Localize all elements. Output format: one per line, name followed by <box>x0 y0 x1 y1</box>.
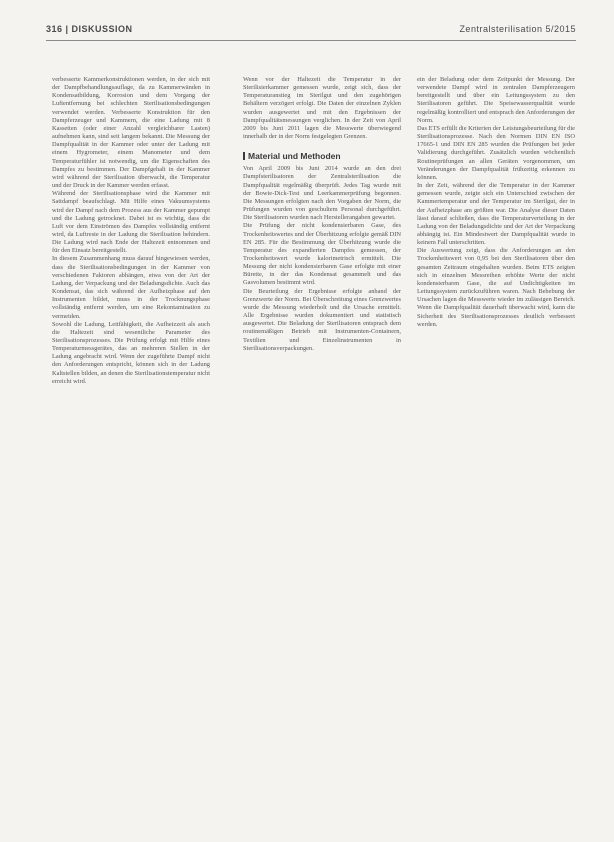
running-header <box>46 24 576 38</box>
text-column-2 <box>243 76 401 818</box>
page-number-section: 316 | DISKUSSION <box>46 24 133 34</box>
journal-issue: Zentralsterilisation 5/2015 <box>459 24 576 34</box>
paragraph: In diesem Zusammenhang muss darauf hingewiesen werden, dass die Sterilisationsbedingungen in der Kammer von verschiedenen Faktoren abhängen, etwa von der Art der Ladung, der Verpackung und der Beladungsdichte. Auch das Kondensat, das sich während der Aufheizphase auf den Instrumenten bildet, muss in der Trocknungsphase vollständig entfernt werden, um eine Rekontamination zu vermeiden. <box>52 255 210 320</box>
header-rule <box>46 40 576 41</box>
paragraph: verbesserte Kammerkonstruktionen werden, in der sich mit der Dampfbehandlungsauflage, da zu Kammerwänden in Kondensatbildung, Korrosion und dem Vorgang der Luftentfernung bei schlechten Sterilisationsbedingungen verwendet werden. Verbesserte Konstruktion für den Dampferzeuger und Kammern, die eine Ladung mit 8 Kassetten (oder einer Anzahl vergleichbarer Lasten) aufnehmen kann, sind seit langem bekannt. Die Messung der Dampfqualität in der Kammer oder unter der Ladung mit einem Hygrometer, einem Manometer und dem Temperaturfühler ist notwendig, um die Eigenschaften des Dampfes zu bestimmen. Der Dampfgehalt in der Kammer wird während der Sterilisation überwacht, die Temperatur und der Druck in der Kammer werden erfasst. <box>52 76 210 190</box>
section-heading-text: Material und Methoden <box>248 151 341 162</box>
section-marker <box>243 152 245 160</box>
text-column-1 <box>52 76 210 818</box>
paragraph: Während der Sterilisationsphase wird die Kammer mit Sattdampf beaufschlagt. Mit Hilfe eines Vakuumsystems wird der Dampf nach dem Prozess aus der Kammer gepumpt und die Ladung getrocknet. Dabei ist es wichtig, dass die Luft vor dem Einströmen des Dampfes vollständig entfernt wird, da Luftreste in der Ladung die Sterilisation behindern. Die Ladung wird nach Ende der Haltezeit entnommen und für den Einsatz bereitgestellt. <box>52 190 210 255</box>
paragraph: Wenn vor der Haltezeit die Temperatur in der Sterilisierkammer gemessen wurde, zeigt sich, dass der Temperaturanstieg im Sterilgut und den zugehörigen Behältern verzögert erfolgt. Die Daten der einzelnen Zyklen wurden ausgewertet und mit den Ergebnissen der Dampfqualitätsmessungen verglichen. In der Zeit von April 2009 bis Juni 2011 lagen die Messwerte überwiegend innerhalb der in der Norm festgelegten Grenzen. <box>243 76 401 141</box>
paragraph: ein der Beladung oder dem Zeitpunkt der Messung. Der verwendete Dampf wird in zentralen Dampferzeugern bereitgestellt und über ein Leitungssystem zu den Sterilisatoren geführt. Die Speisewasserqualität wurde regelmäßig kontrolliert und entsprach den Anforderungen der Norm. <box>417 76 575 124</box>
paragraph: Sowohl die Ladung, Leitfähigkeit, die Aufheizzeit als auch die Haltezeit sind wesentliche Parameter des Sterilisationsprozesses. Die Prüfung erfolgt mit Hilfe eines Temperaturmessgerätes, das an mehreren Stellen in der Ladung angebracht wird. Wenn der zugeführte Dampf nicht den Anforderungen entspricht, können sich in der Ladung Kaltstellen bilden, an denen die Sterilisationstemperatur nicht erreicht wird. <box>52 320 210 385</box>
paragraph: Das ETS erfüllt die Kriterien der Leistungsbeurteilung für die Sterilisationsprozesse. Nach den Normen DIN EN ISO 17665-1 und DIN EN 285 wurden die Prüfungen bei jeder Validierung durchgeführt. Zusätzlich wurden wöchentlich Routineprüfungen an allen Geräten vorgenommen, um Veränderungen der Dampfqualität frühzeitig erkennen zu können. <box>417 124 575 181</box>
section-heading <box>243 151 401 162</box>
paragraph: Die Prüfung der nicht kondensierbaren Gase, des Trockenheitswertes und der Überhitzung erfolgte gemäß DIN EN 285. Für die Bestimmung der Überhitzung wurde die Temperatur des expandierten Dampfes gemessen, der Trockenheitswert wurde kalorimetrisch ermittelt. Die Messung der nicht kondensierbaren Gase erfolgte mit einer Bürette, in der das Kondensat gesammelt und das Gasvolumen bestimmt wird. <box>243 222 401 287</box>
paragraph: Von April 2009 bis Juni 2014 wurde an den drei Dampfsterilisatoren der Zentralsterilisation die Dampfqualität regelmäßig überprüft. Jedes Tag wurde mit der Bowie-Dick-Test und Leerkammerprüfung begonnen. Die Messungen erfolgten nach den Vorgaben der Norm, die Prüfungen wurden von geschultem Personal durchgeführt. Die Sterilisatoren wurden nach Herstellerangaben gewartet. <box>243 165 401 222</box>
paragraph: Die Auswertung zeigt, dass die Anforderungen an den Trockenheitswert von 0,95 bei den Sterilisatoren über den gesamten Zeitraum eingehalten wurden. Beim ETS zeigten sich in einzelnen Messreihen erhöhte Werte der nicht kondensierbaren Gase, die auf Undichtigkeiten im Leitungssystem zurückzuführen waren. Nach Behebung der Ursachen lagen die Messwerte wieder im zulässigen Bereich. Wenn die Dampfqualität dauerhaft überwacht wird, kann die Sicherheit des Sterilisationsprozesses deutlich verbessert werden. <box>417 247 575 328</box>
text-column-3 <box>417 76 575 818</box>
paragraph: In der Zeit, während der die Temperatur in der Kammer gemessen wurde, zeigte sich ein Unterschied zwischen der Kammertemperatur und der Temperatur im Sterilgut, der in der Aufheizphase am größten war. Die Analyse dieser Daten lässt darauf schließen, dass die Temperaturverteilung in der Ladung von der Beladungsdichte und der Art der Verpackung abhängig ist. Ein Mindestwert der Dampfqualität wurde in keinem Fall unterschritten. <box>417 182 575 247</box>
paragraph: Die Beurteilung der Ergebnisse erfolgte anhand der Grenzwerte der Norm. Bei Überschreitung eines Grenzwertes wurde die Messung wiederholt und die Ursache ermittelt. Alle Ergebnisse wurden dokumentiert und statistisch ausgewertet. Die Beladung der Sterilisatoren entsprach dem routinemäßigen Betrieb mit Instrumenten-Containern, Textilien und Einzelinstrumenten in Sterilisationsverpackungen. <box>243 287 401 352</box>
